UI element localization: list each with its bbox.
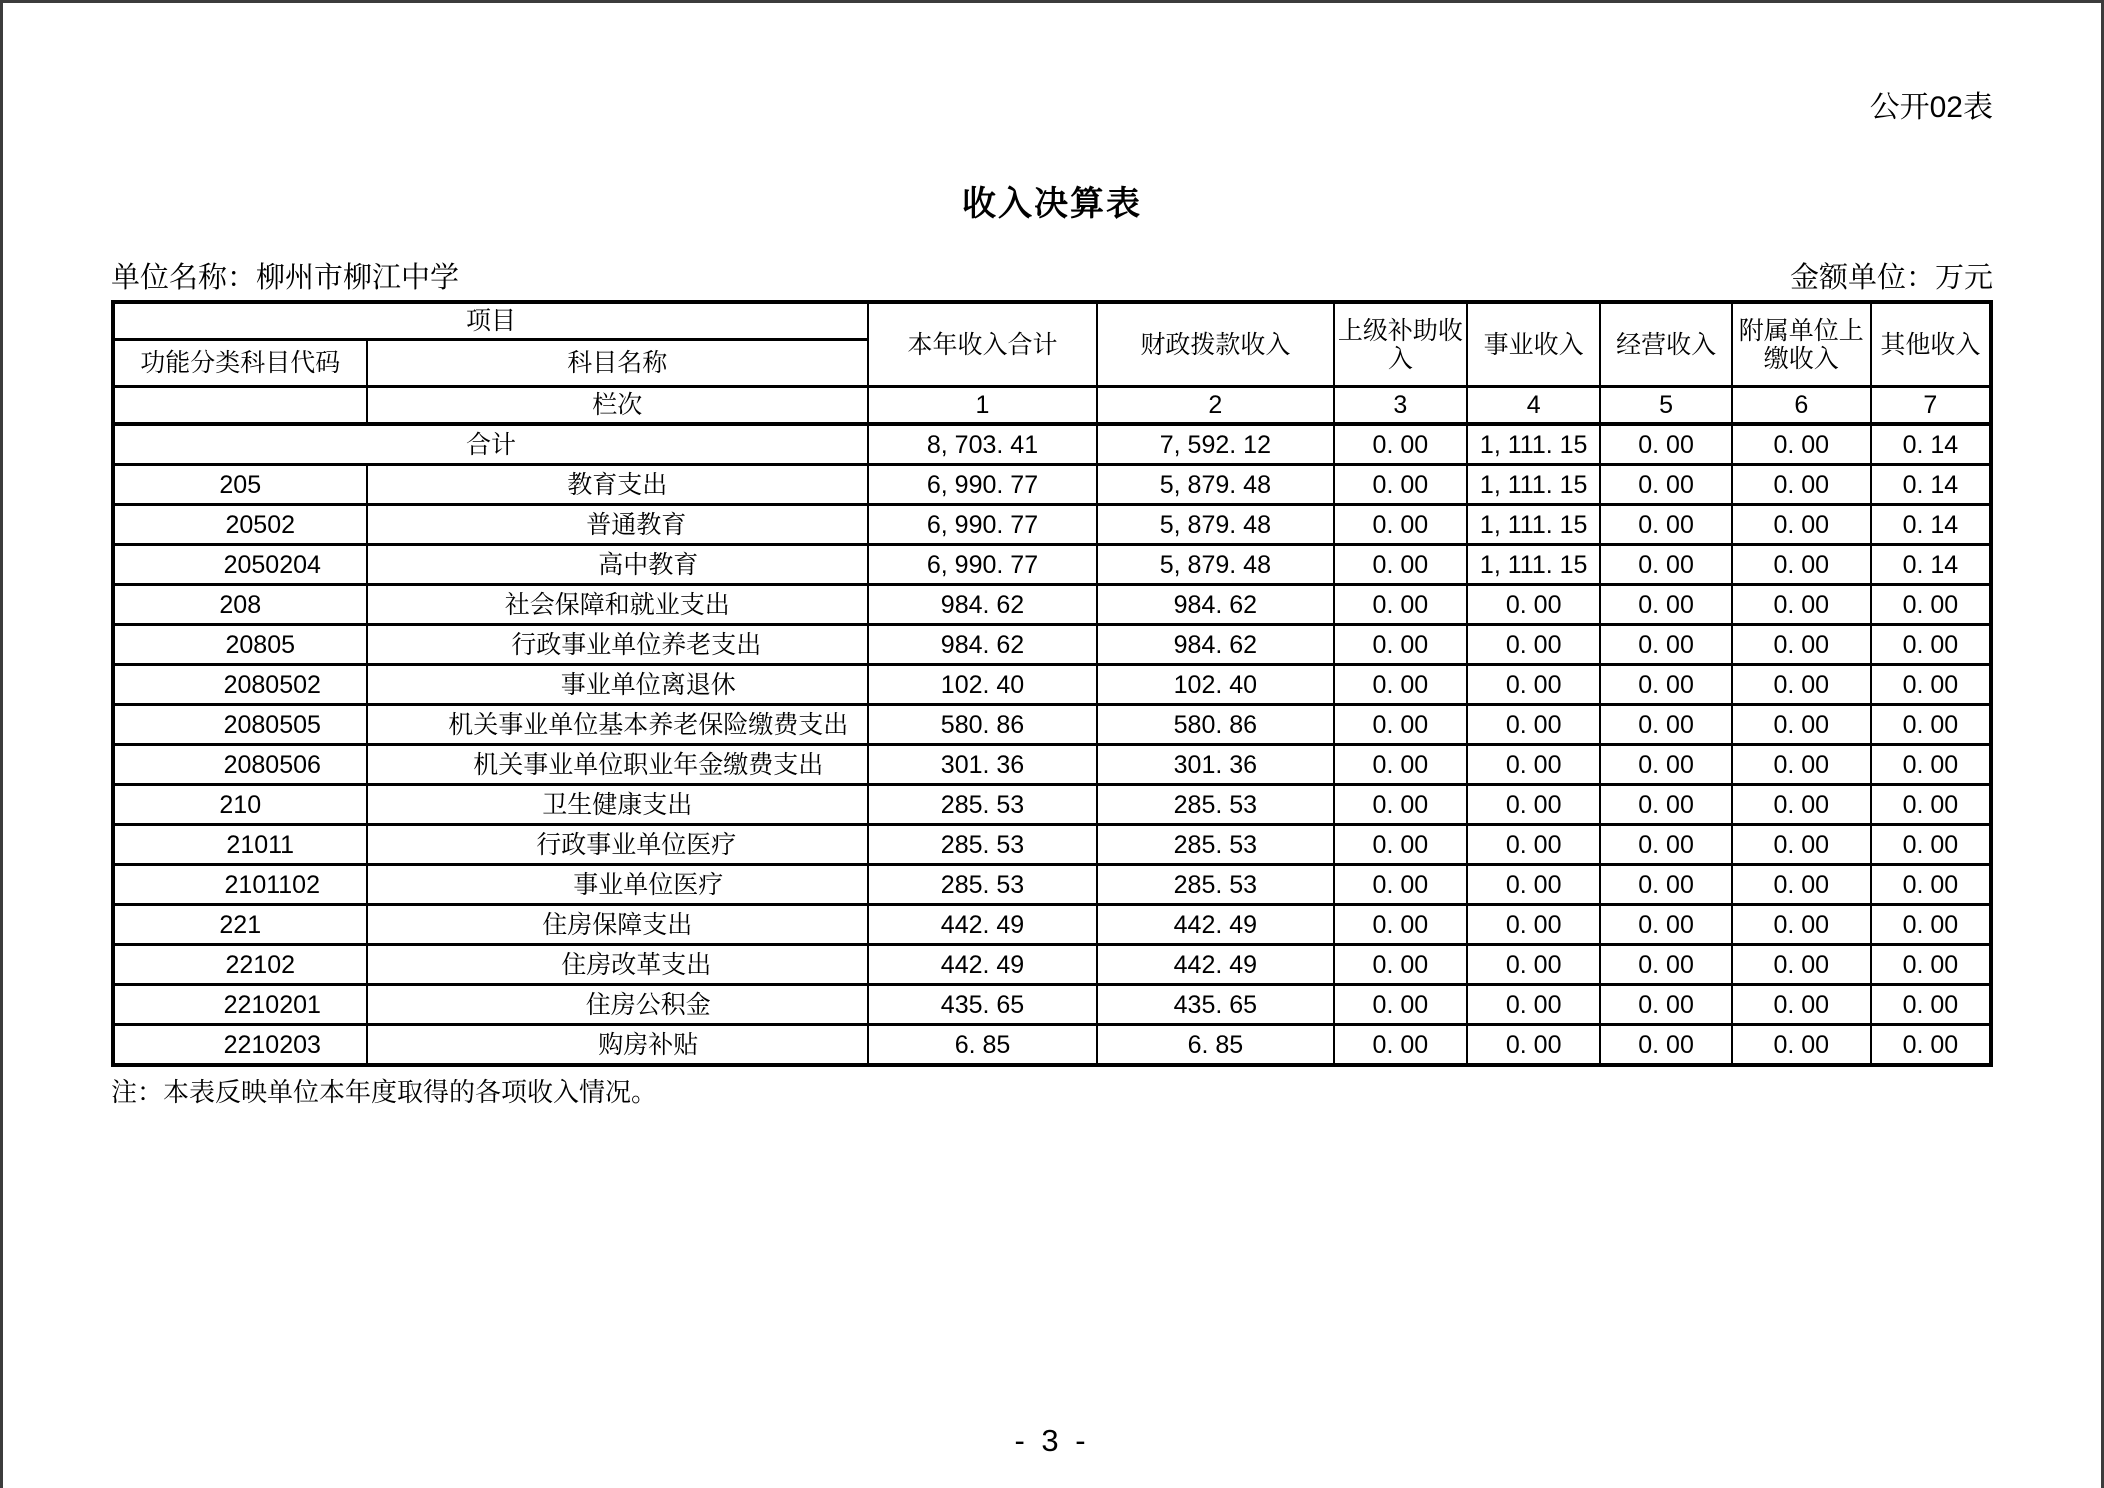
row-value-col-6: 0. 00 <box>1732 945 1871 985</box>
header-col-operating-income: 事业收入 <box>1467 302 1600 387</box>
row-value-col-6: 0. 00 <box>1732 505 1871 545</box>
row-value-col-1: 580. 86 <box>868 705 1097 745</box>
row-value-col-3: 0. 00 <box>1334 585 1467 625</box>
row-value-col-3: 0. 00 <box>1334 745 1467 785</box>
column-number-6: 6 <box>1732 387 1871 425</box>
table-row <box>113 465 1991 505</box>
header-col-year-total: 本年收入合计 <box>868 302 1097 387</box>
row-value-col-2: 301. 36 <box>1097 745 1334 785</box>
row-function-code: 205 <box>113 465 367 505</box>
row-value-col-5: 0. 00 <box>1600 945 1731 985</box>
row-value-col-6: 0. 00 <box>1732 545 1871 585</box>
row-function-code: 2080502 <box>113 665 367 705</box>
row-value-col-7: 0. 14 <box>1871 424 1991 465</box>
row-value-col-5: 0. 00 <box>1600 825 1731 865</box>
header-col-other-income: 其他收入 <box>1871 302 1991 387</box>
row-value-col-7: 0. 00 <box>1871 865 1991 905</box>
page-title: 收入决算表 <box>962 185 1142 223</box>
row-value-col-6: 0. 00 <box>1732 745 1871 785</box>
row-value-col-1: 442. 49 <box>868 945 1097 985</box>
row-value-col-4: 0. 00 <box>1467 745 1600 785</box>
row-value-col-5: 0. 00 <box>1600 665 1731 705</box>
table-row <box>113 785 1991 825</box>
row-value-col-1: 102. 40 <box>868 665 1097 705</box>
row-value-col-4: 1, 111. 15 <box>1467 424 1600 465</box>
column-number-1: 1 <box>868 387 1097 425</box>
row-value-col-3: 0. 00 <box>1334 905 1467 945</box>
row-value-col-5: 0. 00 <box>1600 545 1731 585</box>
row-value-col-6: 0. 00 <box>1732 905 1871 945</box>
row-value-col-5: 0. 00 <box>1600 705 1731 745</box>
row-value-col-6: 0. 00 <box>1732 585 1871 625</box>
row-value-col-6: 0. 00 <box>1732 985 1871 1025</box>
table-row <box>113 1025 1991 1066</box>
row-subject-name: 卫生健康支出 <box>367 785 868 825</box>
row-value-col-7: 0. 00 <box>1871 745 1991 785</box>
row-value-col-7: 0. 00 <box>1871 585 1991 625</box>
row-value-col-3: 0. 00 <box>1334 825 1467 865</box>
row-subject-name: 住房保障支出 <box>367 905 868 945</box>
header-row-column-numbers <box>113 387 1991 425</box>
row-value-col-7: 0. 14 <box>1871 545 1991 585</box>
row-value-col-6: 0. 00 <box>1732 665 1871 705</box>
row-subject-name: 住房公积金 <box>367 985 868 1025</box>
table-row <box>113 505 1991 545</box>
row-value-col-4: 0. 00 <box>1467 785 1600 825</box>
row-value-col-5: 0. 00 <box>1600 1025 1731 1066</box>
table-header <box>113 302 1991 424</box>
row-value-col-1: 6. 85 <box>868 1025 1097 1066</box>
row-subject-name: 行政事业单位医疗 <box>367 825 868 865</box>
lanci-empty-cell <box>113 387 367 425</box>
table-row <box>113 705 1991 745</box>
row-value-col-3: 0. 00 <box>1334 665 1467 705</box>
row-value-col-3: 0. 00 <box>1334 625 1467 665</box>
header-col-fiscal-appropriation: 财政拨款收入 <box>1097 302 1334 387</box>
row-function-code: 2050204 <box>113 545 367 585</box>
row-function-code: 221 <box>113 905 367 945</box>
row-value-col-3: 0. 00 <box>1334 505 1467 545</box>
row-value-col-3: 0. 00 <box>1334 465 1467 505</box>
row-value-col-1: 6, 990. 77 <box>868 465 1097 505</box>
row-value-col-2: 5, 879. 48 <box>1097 545 1334 585</box>
row-value-col-1: 984. 62 <box>868 585 1097 625</box>
row-value-col-2: 580. 86 <box>1097 705 1334 745</box>
row-value-col-1: 301. 36 <box>868 745 1097 785</box>
header-subject-name: 科目名称 <box>367 340 868 387</box>
row-value-col-4: 0. 00 <box>1467 825 1600 865</box>
row-value-col-3: 0. 00 <box>1334 945 1467 985</box>
row-value-col-1: 984. 62 <box>868 625 1097 665</box>
header-row-project <box>113 302 1991 340</box>
row-value-col-6: 0. 00 <box>1732 865 1871 905</box>
row-value-col-4: 0. 00 <box>1467 905 1600 945</box>
row-value-col-3: 0. 00 <box>1334 1025 1467 1066</box>
row-subject-name: 购房补贴 <box>367 1025 868 1066</box>
revenue-final-accounts-table <box>111 300 1993 1067</box>
row-value-col-4: 0. 00 <box>1467 705 1600 745</box>
row-subject-name: 教育支出 <box>367 465 868 505</box>
row-value-col-1: 285. 53 <box>868 825 1097 865</box>
row-function-code: 2101102 <box>113 865 367 905</box>
row-value-col-7: 0. 00 <box>1871 985 1991 1025</box>
row-function-code: 2080505 <box>113 705 367 745</box>
table-row <box>113 745 1991 785</box>
unit-name-label: 单位名称：柳州市柳江中学 <box>111 262 460 294</box>
row-value-col-4: 0. 00 <box>1467 585 1600 625</box>
table-row <box>113 985 1991 1025</box>
row-value-col-5: 0. 00 <box>1600 745 1731 785</box>
row-value-col-6: 0. 00 <box>1732 625 1871 665</box>
row-value-col-2: 442. 49 <box>1097 945 1334 985</box>
row-total-label: 合计 <box>113 424 868 465</box>
row-value-col-1: 285. 53 <box>868 865 1097 905</box>
row-function-code: 2210203 <box>113 1025 367 1066</box>
row-value-col-3: 0. 00 <box>1334 545 1467 585</box>
row-value-col-2: 435. 65 <box>1097 985 1334 1025</box>
doc-label: 公开02表 <box>1869 91 1993 124</box>
row-value-col-4: 1, 111. 15 <box>1467 465 1600 505</box>
row-value-col-6: 0. 00 <box>1732 1025 1871 1066</box>
row-subject-name: 社会保障和就业支出 <box>367 585 868 625</box>
column-number-7: 7 <box>1871 387 1991 425</box>
row-value-col-5: 0. 00 <box>1600 424 1731 465</box>
column-number-2: 2 <box>1097 387 1334 425</box>
row-value-col-2: 285. 53 <box>1097 825 1334 865</box>
row-value-col-6: 0. 00 <box>1732 465 1871 505</box>
row-subject-name: 高中教育 <box>367 545 868 585</box>
row-subject-name: 住房改革支出 <box>367 945 868 985</box>
row-value-col-6: 0. 00 <box>1732 785 1871 825</box>
row-value-col-3: 0. 00 <box>1334 785 1467 825</box>
row-subject-name: 事业单位离退休 <box>367 665 868 705</box>
row-function-code: 210 <box>113 785 367 825</box>
row-function-code: 208 <box>113 585 367 625</box>
row-function-code: 21011 <box>113 825 367 865</box>
row-function-code: 2080506 <box>113 745 367 785</box>
row-value-col-2: 5, 879. 48 <box>1097 505 1334 545</box>
column-number-3: 3 <box>1334 387 1467 425</box>
header-col-affiliated-units: 附属单位上缴收入 <box>1732 302 1871 387</box>
row-value-col-3: 0. 00 <box>1334 985 1467 1025</box>
table-row <box>113 585 1991 625</box>
row-value-col-2: 7, 592. 12 <box>1097 424 1334 465</box>
header-col-business-income: 经营收入 <box>1600 302 1731 387</box>
row-value-col-6: 0. 00 <box>1732 825 1871 865</box>
row-value-col-5: 0. 00 <box>1600 465 1731 505</box>
header-function-code: 功能分类科目代码 <box>113 340 367 387</box>
table-row <box>113 905 1991 945</box>
row-value-col-2: 285. 53 <box>1097 865 1334 905</box>
row-function-code: 2210201 <box>113 985 367 1025</box>
page-number: - 3 - <box>1014 1423 1090 1458</box>
table-row <box>113 945 1991 985</box>
table-row <box>113 545 1991 585</box>
row-subject-name: 机关事业单位基本养老保险缴费支出 <box>367 705 868 745</box>
row-function-code: 20805 <box>113 625 367 665</box>
row-value-col-4: 0. 00 <box>1467 945 1600 985</box>
meta-row <box>111 255 1993 296</box>
row-value-col-7: 0. 00 <box>1871 1025 1991 1066</box>
header-project: 项目 <box>113 302 868 340</box>
row-value-col-2: 6. 85 <box>1097 1025 1334 1066</box>
row-value-col-7: 0. 00 <box>1871 945 1991 985</box>
row-value-col-3: 0. 00 <box>1334 424 1467 465</box>
table-row <box>113 665 1991 705</box>
row-value-col-4: 1, 111. 15 <box>1467 505 1600 545</box>
amount-unit-label: 金额单位：万元 <box>1789 262 1993 294</box>
row-value-col-7: 0. 00 <box>1871 825 1991 865</box>
row-value-col-6: 0. 00 <box>1732 705 1871 745</box>
row-value-col-4: 1, 111. 15 <box>1467 545 1600 585</box>
row-value-col-1: 435. 65 <box>868 985 1097 1025</box>
row-value-col-1: 6, 990. 77 <box>868 505 1097 545</box>
row-value-col-4: 0. 00 <box>1467 665 1600 705</box>
row-value-col-4: 0. 00 <box>1467 985 1600 1025</box>
row-value-col-7: 0. 00 <box>1871 625 1991 665</box>
row-value-col-5: 0. 00 <box>1600 625 1731 665</box>
table-row <box>113 825 1991 865</box>
row-value-col-5: 0. 00 <box>1600 905 1731 945</box>
row-value-col-2: 442. 49 <box>1097 905 1334 945</box>
row-subject-name: 行政事业单位养老支出 <box>367 625 868 665</box>
row-value-col-3: 0. 00 <box>1334 865 1467 905</box>
row-value-col-2: 102. 40 <box>1097 665 1334 705</box>
row-value-col-1: 6, 990. 77 <box>868 545 1097 585</box>
row-value-col-6: 0. 00 <box>1732 424 1871 465</box>
row-value-col-2: 984. 62 <box>1097 625 1334 665</box>
row-value-col-2: 984. 62 <box>1097 585 1334 625</box>
row-value-col-5: 0. 00 <box>1600 865 1731 905</box>
row-value-col-2: 285. 53 <box>1097 785 1334 825</box>
row-value-col-7: 0. 14 <box>1871 465 1991 505</box>
table-row <box>113 625 1991 665</box>
row-subject-name: 事业单位医疗 <box>367 865 868 905</box>
row-value-col-5: 0. 00 <box>1600 985 1731 1025</box>
table-note: 注：本表反映单位本年度取得的各项收入情况。 <box>111 1077 658 1107</box>
row-function-code: 20502 <box>113 505 367 545</box>
row-value-col-1: 8, 703. 41 <box>868 424 1097 465</box>
column-number-4: 4 <box>1467 387 1600 425</box>
row-value-col-4: 0. 00 <box>1467 865 1600 905</box>
row-value-col-4: 0. 00 <box>1467 1025 1600 1066</box>
column-number-5: 5 <box>1600 387 1731 425</box>
page-content <box>3 3 2101 1109</box>
row-value-col-3: 0. 00 <box>1334 705 1467 745</box>
row-value-col-5: 0. 00 <box>1600 505 1731 545</box>
row-value-col-7: 0. 14 <box>1871 505 1991 545</box>
row-value-col-7: 0. 00 <box>1871 665 1991 705</box>
row-function-code: 22102 <box>113 945 367 985</box>
row-subject-name: 机关事业单位职业年金缴费支出 <box>367 745 868 785</box>
row-value-col-5: 0. 00 <box>1600 585 1731 625</box>
row-subject-name: 普通教育 <box>367 505 868 545</box>
table-row <box>113 424 1991 465</box>
header-col-superior-subsidy: 上级补助收入 <box>1334 302 1467 387</box>
table-body <box>113 424 1991 1065</box>
row-value-col-5: 0. 00 <box>1600 785 1731 825</box>
row-value-col-7: 0. 00 <box>1871 705 1991 745</box>
row-value-col-7: 0. 00 <box>1871 785 1991 825</box>
row-value-col-2: 5, 879. 48 <box>1097 465 1334 505</box>
lanci-label: 栏次 <box>367 387 868 425</box>
table-row <box>113 865 1991 905</box>
row-value-col-1: 442. 49 <box>868 905 1097 945</box>
row-value-col-7: 0. 00 <box>1871 905 1991 945</box>
row-value-col-1: 285. 53 <box>868 785 1097 825</box>
row-value-col-4: 0. 00 <box>1467 625 1600 665</box>
